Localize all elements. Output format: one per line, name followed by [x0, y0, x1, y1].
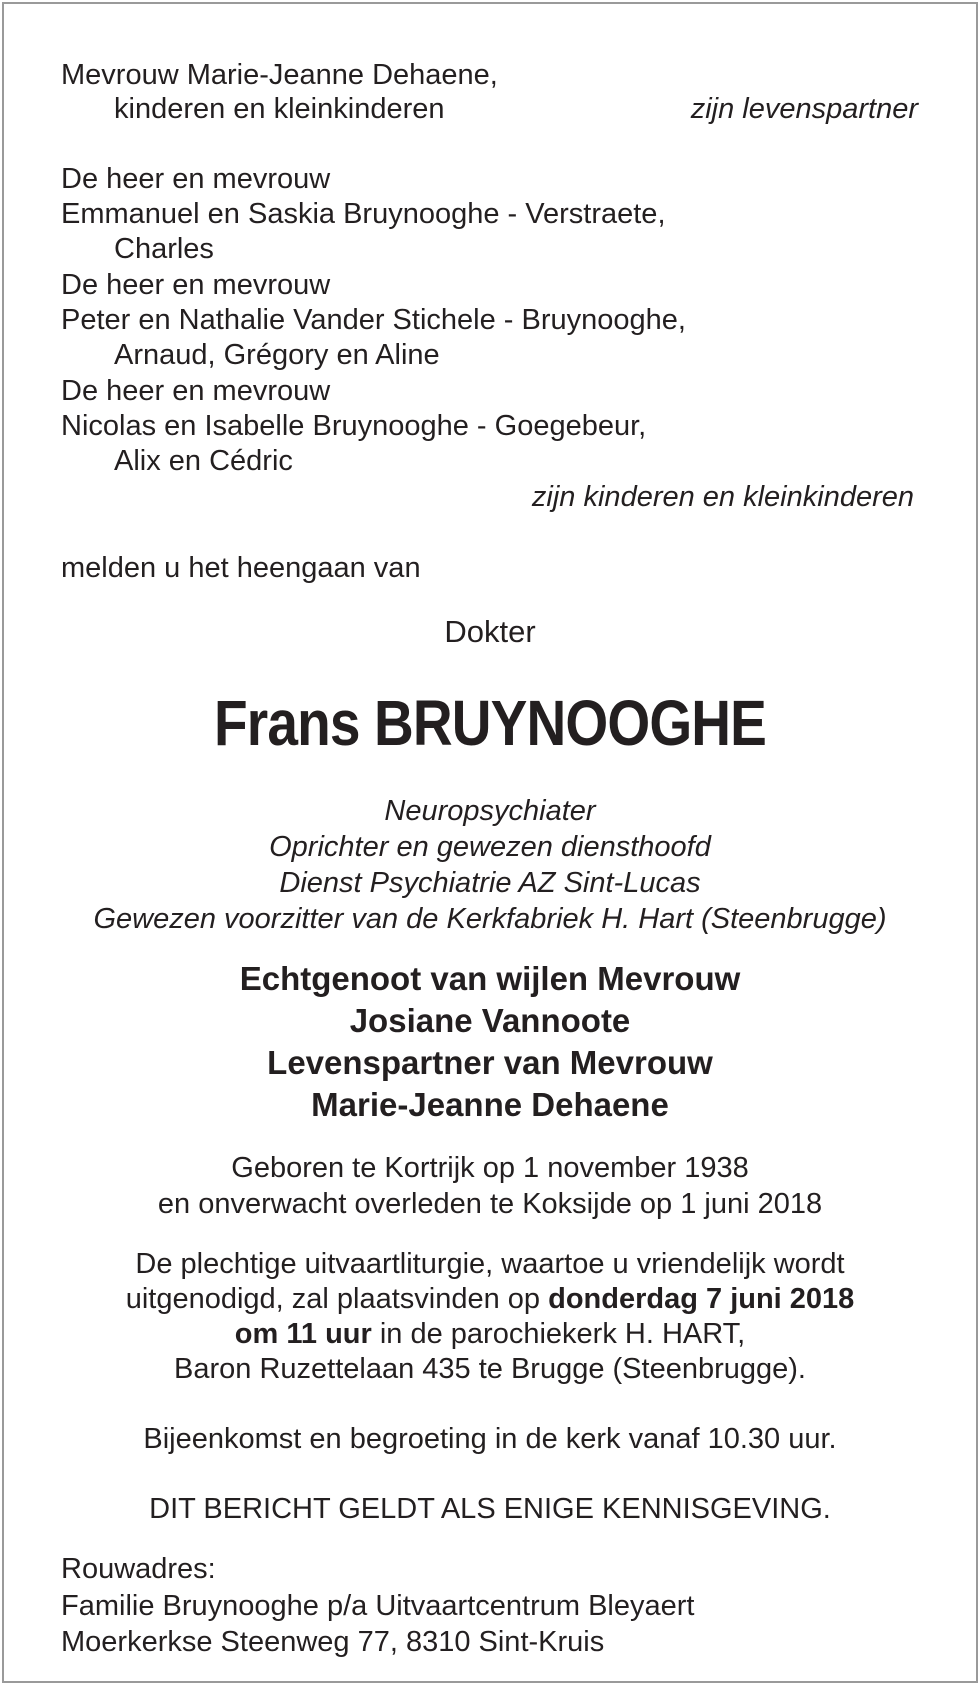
child-2-names: Peter en Nathalie Vander Stichele - Bruynooghe, [61, 304, 686, 336]
relation-3: Levenspartner van Mevrouw [267, 1044, 713, 1081]
children-role: zijn kinderen en kleinkinderen [531, 481, 914, 513]
funeral-time: om 11 uur [234, 1318, 372, 1350]
partner-role: zijn levenspartner [690, 93, 918, 125]
address-line1: Familie Bruynooghe p/a Uitvaartcentrum Bleyaert [61, 1590, 695, 1622]
function-1: Neuropsychiater [384, 795, 596, 827]
child-3-names: Nicolas en Isabelle Bruynooghe - Goegebeur, [61, 410, 647, 442]
relation-2: Josiane Vannoote [349, 1002, 631, 1039]
relation-1: Echtgenoot van wijlen Mevrouw [239, 960, 741, 997]
child-1-names: Emmanuel en Saskia Bruynooghe - Verstraete, [61, 198, 666, 230]
relation-4: Marie-Jeanne Dehaene [311, 1086, 669, 1123]
funeral-line3 [4, 1317, 976, 1352]
child-1-title: De heer en mevrouw [61, 163, 331, 195]
function-3: Dienst Psychiatrie AZ Sint-Lucas [279, 867, 701, 899]
announcement-line: melden u het heengaan van [61, 552, 421, 584]
notice-line: DIT BERICHT GELDT ALS ENIGE KENNISGEVING. [149, 1493, 831, 1525]
born-line: Geboren te Kortrijk op 1 november 1938 [231, 1152, 749, 1184]
address-label: Rouwadres: [61, 1553, 216, 1585]
child-3-grandchildren: Alix en Cédric [114, 445, 293, 477]
function-2: Oprichter en gewezen diensthoofd [269, 831, 711, 863]
function-4: Gewezen voorzitter van de Kerkfabriek H. Hart (Steenbrugge) [93, 903, 887, 935]
address-line2: Moerkerkse Steenweg 77, 8310 Sint-Kruis [61, 1626, 605, 1658]
funeral-line1: De plechtige uitvaartliturgie, waartoe u vriendelijk wordt [135, 1248, 845, 1280]
child-1-grandchildren: Charles [114, 233, 214, 265]
funeral-line4: Baron Ruzettelaan 435 te Brugge (Steenbrugge). [174, 1353, 806, 1385]
child-2-title: De heer en mevrouw [61, 269, 331, 301]
funeral-line2 [4, 1282, 976, 1317]
died-line: en onverwacht overleden te Koksijde op 1 juni 2018 [157, 1188, 823, 1220]
partner-line1: Mevrouw Marie-Jeanne Dehaene, [61, 59, 498, 91]
deceased-title: Dokter [444, 614, 536, 649]
partner-line2: kinderen en kleinkinderen [114, 93, 445, 125]
child-2-grandchildren: Arnaud, Grégory en Aline [114, 339, 440, 371]
funeral-date: donderdag 7 juni 2018 [548, 1283, 855, 1315]
obituary-card [2, 2, 978, 1683]
funeral-line2-text: uitgenodigd, zal plaatsvinden op [125, 1283, 549, 1315]
child-3-title: De heer en mevrouw [61, 375, 331, 407]
funeral-line3-text: in de parochiekerk H. HART, [371, 1318, 746, 1350]
gathering-line: Bijeenkomst en begroeting in de kerk vanaf 10.30 uur. [143, 1423, 837, 1455]
deceased-name: Frans BRUYNOOGHE [213, 687, 767, 759]
